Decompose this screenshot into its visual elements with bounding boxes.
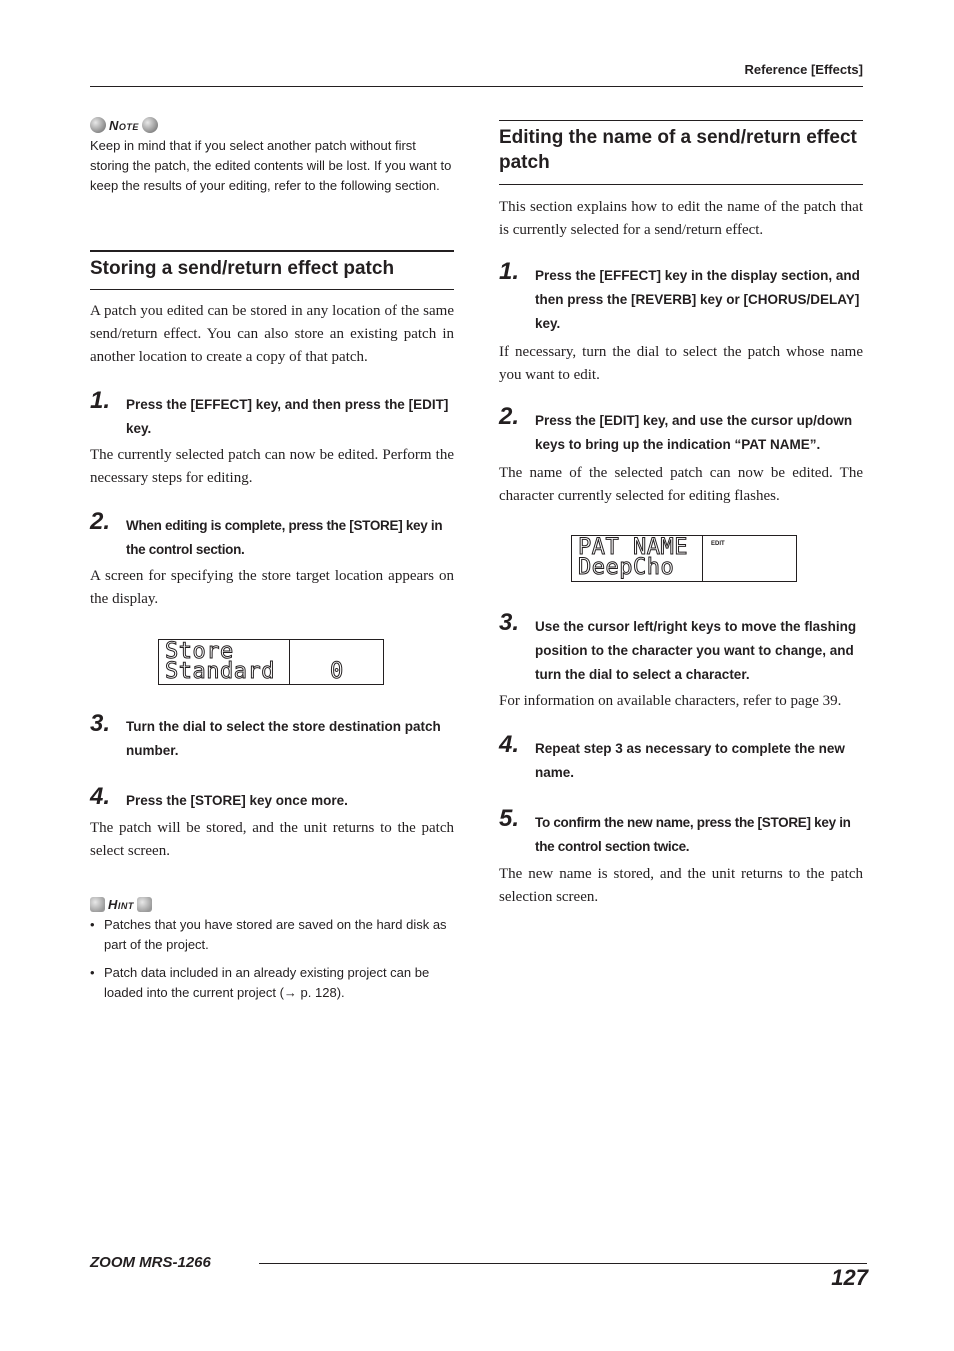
hint-badge: [90, 897, 152, 912]
hint-bullet-icon: [137, 897, 152, 912]
step-number: 3.: [499, 609, 520, 636]
step-body: The new name is stored, and the unit returns to the patch selection screen.: [499, 866, 863, 905]
step-instruction: Repeat step 3 as necessary to complete the new name.: [535, 741, 845, 780]
lcd-line-1: Store: [165, 639, 234, 664]
hint-label: Hint: [108, 897, 134, 912]
step-instruction: When editing is complete, press the [STORE] key in the control section.: [126, 518, 443, 557]
step-number: 5.: [499, 805, 520, 832]
step-number: 4.: [90, 783, 111, 810]
lcd-display-pat-name: [571, 535, 797, 582]
lcd-display-store: [158, 639, 384, 685]
hint-list: [90, 915, 454, 1011]
footer-brand: ZOOM MRS-1266: [90, 1254, 211, 1271]
section-title: Editing the name of a send/return effect patch: [499, 127, 857, 173]
hint-bullet-icon: [90, 897, 105, 912]
step-instruction: Press the [EFFECT] key in the display section, and then press the [REVERB] key or [CHORUS/DELAY] key.: [535, 268, 860, 331]
step-number: 1.: [90, 387, 111, 414]
step-number: 1.: [499, 258, 520, 285]
note-bullet-icon: [90, 117, 106, 133]
lcd-edit-indicator: EDIT: [711, 541, 725, 547]
section-top-rule: [499, 120, 863, 121]
step-instruction: Press the [EDIT] key, and use the cursor up/down keys to bring up the indication “PAT NAME”.: [535, 413, 853, 452]
step-body: The name of the selected patch can now be edited. The character currently selected for editing flashes.: [499, 465, 863, 504]
lcd-line-2: DeepCho: [578, 555, 675, 580]
step-body: For information on available characters, refer to page 39.: [499, 693, 842, 709]
step-number: 3.: [90, 710, 111, 737]
section-bottom-rule: [499, 184, 863, 185]
step-body: If necessary, turn the dial to select the patch whose name you want to edit.: [499, 344, 863, 383]
lcd-line-2: Standard 0: [165, 659, 344, 684]
step-instruction: Press the [STORE] key once more.: [126, 793, 348, 808]
step-instruction: Turn the dial to select the store destination patch number.: [126, 719, 441, 758]
header-rule: [90, 86, 863, 87]
section-intro: A patch you edited can be stored in any location of the same send/return effect. You can also store an existing patch in another location to create a copy of that patch.: [90, 303, 454, 365]
hint-item: • Patches that you have stored are saved on the hard disk as part of the project.: [90, 915, 454, 955]
step-number: 2.: [499, 403, 520, 430]
lcd-text-area: [159, 639, 344, 684]
step-number: 4.: [499, 731, 520, 758]
section-top-rule: [90, 250, 454, 252]
step-number: 2.: [90, 508, 111, 535]
footer-rule: [259, 1263, 867, 1264]
step-body: The patch will be stored, and the unit returns to the patch select screen.: [90, 820, 454, 859]
running-header: Reference [Effects]: [744, 62, 863, 77]
section-title: Storing a send/return effect patch: [90, 258, 395, 279]
hint-item: • Patch data included in an already existing project can be loaded into the current project (→ p. 128).: [90, 963, 454, 1003]
section-intro: This section explains how to edit the name of the patch that is currently selected for a send/return effect.: [499, 199, 863, 238]
section-bottom-rule: [90, 289, 454, 290]
step-instruction: To confirm the new name, press the [STORE] key in the control section twice.: [535, 815, 851, 854]
lcd-line-1: PAT NAME: [578, 535, 688, 560]
step-body: A screen for specifying the store target location appears on the display.: [90, 568, 454, 607]
note-text: Keep in mind that if you select another patch without first storing the patch, the edited contents will be lost. If you want to keep the results of your editing, refer to the following section.: [90, 138, 452, 193]
step-instruction: Press the [EFFECT] key, and then press the [EDIT] key.: [126, 397, 449, 436]
lcd-text-area: [572, 536, 703, 581]
step-instruction: Use the cursor left/right keys to move the flashing position to the character you want to change, and turn the dial to select a character.: [535, 619, 857, 682]
note-label: Note: [109, 117, 139, 133]
step-body: The currently selected patch can now be edited. Perform the necessary steps for editing.: [90, 447, 454, 486]
note-bullet-icon: [142, 117, 158, 133]
note-badge: [90, 117, 158, 133]
page-number: 127: [831, 1265, 868, 1290]
